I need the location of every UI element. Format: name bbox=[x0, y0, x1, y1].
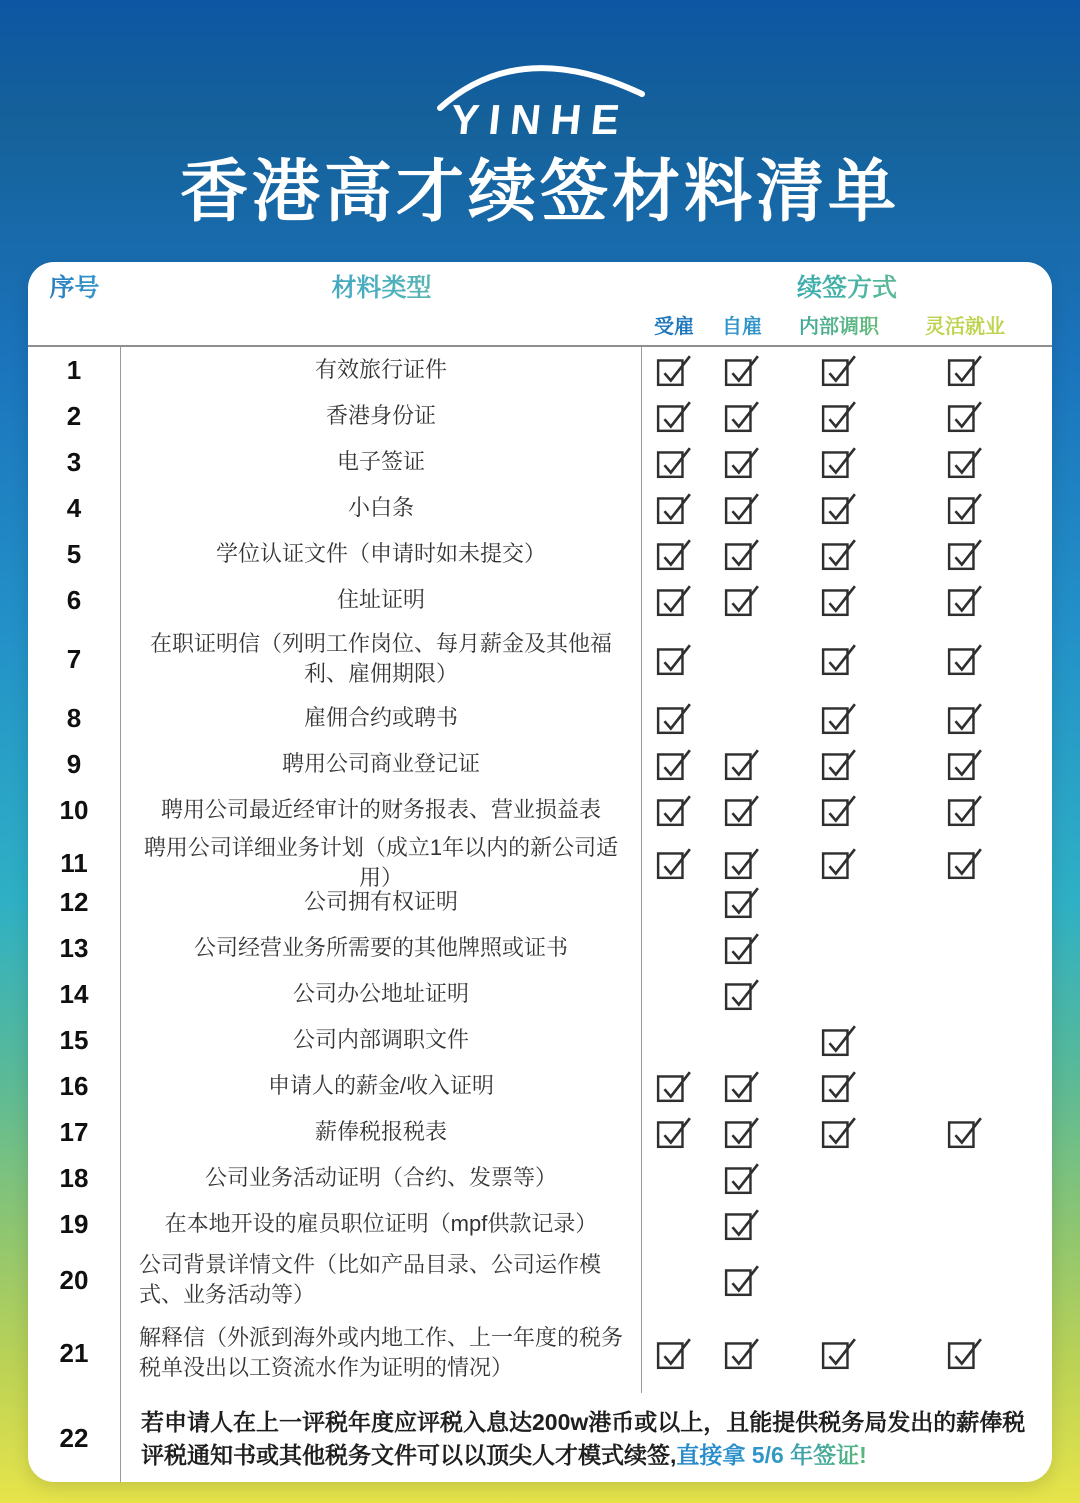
row-number: 5 bbox=[28, 531, 121, 577]
check-cell-flexible-employment bbox=[900, 1247, 1052, 1313]
check-cell-self-employed bbox=[706, 577, 778, 623]
checkmark-icon bbox=[724, 1069, 760, 1103]
check-cell-employed bbox=[642, 787, 706, 833]
check-cell-employed bbox=[642, 1109, 706, 1155]
logo bbox=[0, 0, 1080, 144]
check-cell-flexible-employment bbox=[900, 695, 1052, 741]
checkmark-icon bbox=[821, 1023, 857, 1057]
checkmark-icon bbox=[724, 931, 760, 965]
logo-text: YINHE bbox=[448, 96, 632, 143]
check-cell-flexible-employment bbox=[900, 577, 1052, 623]
check-cell-internal-transfer bbox=[778, 623, 900, 695]
table-row bbox=[28, 833, 1052, 890]
note-text bbox=[121, 1393, 1052, 1482]
checkmark-icon bbox=[656, 846, 692, 880]
row-number: 16 bbox=[28, 1063, 121, 1109]
checkmark-icon bbox=[656, 1069, 692, 1103]
checkmark-icon bbox=[821, 701, 857, 735]
check-cell-flexible-employment bbox=[900, 1313, 1052, 1393]
check-cell-employed bbox=[642, 393, 706, 439]
row-number: 10 bbox=[28, 787, 121, 833]
check-cell-internal-transfer bbox=[778, 393, 900, 439]
check-cell-flexible-employment bbox=[900, 925, 1052, 971]
check-cell-employed bbox=[642, 577, 706, 623]
checkmark-icon bbox=[656, 747, 692, 781]
check-cell-flexible-employment bbox=[900, 879, 1052, 925]
check-cell-flexible-employment bbox=[900, 531, 1052, 577]
row-number: 3 bbox=[28, 439, 121, 485]
checkmark-icon bbox=[821, 1336, 857, 1370]
check-cell-flexible-employment bbox=[900, 787, 1052, 833]
row-number: 15 bbox=[28, 1017, 121, 1063]
check-cell-internal-transfer bbox=[778, 1017, 900, 1063]
checkmark-icon bbox=[656, 701, 692, 735]
table-row bbox=[28, 531, 1052, 577]
checkmark-icon bbox=[724, 1115, 760, 1149]
material-label: 电子签证 bbox=[121, 439, 642, 485]
material-label: 公司业务活动证明（合约、发票等） bbox=[121, 1155, 642, 1201]
check-cell-self-employed bbox=[706, 485, 778, 531]
check-cell-employed bbox=[642, 925, 706, 971]
material-label: 在本地开设的雇员职位证明（mpf供款记录） bbox=[121, 1201, 642, 1247]
table-row bbox=[28, 1201, 1052, 1247]
material-label: 在职证明信（列明工作岗位、每月薪金及其他福利、雇佣期限） bbox=[121, 623, 642, 695]
checkmark-icon bbox=[724, 583, 760, 617]
checkmark-icon bbox=[947, 1336, 983, 1370]
check-cell-flexible-employment bbox=[900, 1155, 1052, 1201]
check-cell-employed bbox=[642, 1247, 706, 1313]
material-label: 薪俸税报税表 bbox=[121, 1109, 642, 1155]
check-cell-internal-transfer bbox=[778, 1109, 900, 1155]
checkmark-icon bbox=[947, 399, 983, 433]
method-header-flexible-employment: 灵活就业 bbox=[925, 316, 1005, 338]
checkmark-icon bbox=[821, 642, 857, 676]
check-cell-flexible-employment bbox=[900, 1109, 1052, 1155]
table-row bbox=[28, 1313, 1052, 1393]
check-cell-flexible-employment bbox=[900, 623, 1052, 695]
check-cell-internal-transfer bbox=[778, 1063, 900, 1109]
checkmark-icon bbox=[821, 1115, 857, 1149]
checkmark-icon bbox=[947, 701, 983, 735]
check-cell-employed bbox=[642, 1201, 706, 1247]
checkmark-icon bbox=[656, 583, 692, 617]
table-row bbox=[28, 485, 1052, 531]
check-cell-internal-transfer bbox=[778, 439, 900, 485]
checkmark-icon bbox=[947, 583, 983, 617]
checkmark-icon bbox=[656, 537, 692, 571]
checkmark-icon bbox=[947, 846, 983, 880]
check-cell-flexible-employment bbox=[900, 1201, 1052, 1247]
checkmark-icon bbox=[724, 353, 760, 387]
checkmark-icon bbox=[821, 793, 857, 827]
checkmark-icon bbox=[947, 747, 983, 781]
check-cell-internal-transfer bbox=[778, 879, 900, 925]
material-label: 住址证明 bbox=[121, 577, 642, 623]
row-number: 7 bbox=[28, 623, 121, 695]
check-cell-self-employed bbox=[706, 971, 778, 1017]
check-cell-employed bbox=[642, 485, 706, 531]
check-cell-self-employed bbox=[706, 623, 778, 695]
checkmark-icon bbox=[724, 793, 760, 827]
checkmark-icon bbox=[724, 445, 760, 479]
row-number: 19 bbox=[28, 1201, 121, 1247]
check-cell-flexible-employment bbox=[900, 393, 1052, 439]
check-cell-internal-transfer bbox=[778, 1201, 900, 1247]
materials-table bbox=[28, 262, 1052, 1482]
check-cell-employed bbox=[642, 1063, 706, 1109]
table-row bbox=[28, 695, 1052, 741]
check-cell-internal-transfer bbox=[778, 925, 900, 971]
check-cell-employed bbox=[642, 741, 706, 787]
check-cell-self-employed bbox=[706, 787, 778, 833]
check-cell-self-employed bbox=[706, 1017, 778, 1063]
check-cell-internal-transfer bbox=[778, 1313, 900, 1393]
check-cell-self-employed bbox=[706, 393, 778, 439]
table-row bbox=[28, 741, 1052, 787]
checkmark-icon bbox=[947, 642, 983, 676]
check-cell-internal-transfer bbox=[778, 787, 900, 833]
material-label: 解释信（外派到海外或内地工作、上一年度的税务税单没出以工资流水作为证明的情况） bbox=[121, 1313, 642, 1393]
check-cell-self-employed bbox=[706, 879, 778, 925]
material-label: 香港身份证 bbox=[121, 393, 642, 439]
row-number: 2 bbox=[28, 393, 121, 439]
check-cell-internal-transfer bbox=[778, 1155, 900, 1201]
row-number: 8 bbox=[28, 695, 121, 741]
material-label: 公司内部调职文件 bbox=[121, 1017, 642, 1063]
checkmark-icon bbox=[947, 1115, 983, 1149]
check-cell-internal-transfer bbox=[778, 741, 900, 787]
check-cell-employed bbox=[642, 695, 706, 741]
check-cell-flexible-employment bbox=[900, 1017, 1052, 1063]
row-number: 14 bbox=[28, 971, 121, 1017]
check-cell-self-employed bbox=[706, 531, 778, 577]
material-label: 小白条 bbox=[121, 485, 642, 531]
material-label: 聘用公司详细业务计划（成立1年以内的新公司适用） bbox=[121, 833, 642, 893]
check-cell-flexible-employment bbox=[900, 971, 1052, 1017]
material-label: 公司背景详情文件（比如产品目录、公司运作模式、业务活动等） bbox=[121, 1247, 642, 1313]
check-cell-flexible-employment bbox=[900, 485, 1052, 531]
checkmark-icon bbox=[821, 491, 857, 525]
check-cell-self-employed bbox=[706, 1063, 778, 1109]
row-number: 1 bbox=[28, 347, 121, 393]
check-cell-self-employed bbox=[706, 925, 778, 971]
checkmark-icon bbox=[821, 399, 857, 433]
table-row bbox=[28, 1109, 1052, 1155]
column-header-type: 材料类型 bbox=[121, 268, 642, 304]
material-label: 聘用公司商业登记证 bbox=[121, 741, 642, 787]
checkmark-icon bbox=[724, 885, 760, 919]
checkmark-icon bbox=[656, 793, 692, 827]
check-cell-internal-transfer bbox=[778, 971, 900, 1017]
checkmark-icon bbox=[724, 537, 760, 571]
check-cell-self-employed bbox=[706, 1247, 778, 1313]
material-label: 有效旅行证件 bbox=[121, 347, 642, 393]
table-row bbox=[28, 1155, 1052, 1201]
check-cell-self-employed bbox=[706, 1201, 778, 1247]
checkmark-icon bbox=[724, 491, 760, 525]
table-row bbox=[28, 1063, 1052, 1109]
check-cell-employed bbox=[642, 879, 706, 925]
row-number: 13 bbox=[28, 925, 121, 971]
checkmark-icon bbox=[821, 1069, 857, 1103]
checkmark-icon bbox=[947, 793, 983, 827]
check-cell-self-employed bbox=[706, 1109, 778, 1155]
checkmark-icon bbox=[947, 537, 983, 571]
table-body bbox=[28, 347, 1052, 1482]
check-cell-internal-transfer bbox=[778, 695, 900, 741]
check-cell-internal-transfer bbox=[778, 485, 900, 531]
checkmark-icon bbox=[821, 846, 857, 880]
checkmark-icon bbox=[821, 583, 857, 617]
table-row bbox=[28, 879, 1052, 925]
row-number: 11 bbox=[28, 833, 121, 893]
table-row bbox=[28, 787, 1052, 833]
row-number: 18 bbox=[28, 1155, 121, 1201]
check-cell-internal-transfer bbox=[778, 347, 900, 393]
row-number: 4 bbox=[28, 485, 121, 531]
checkmark-icon bbox=[656, 399, 692, 433]
checkmark-icon bbox=[724, 747, 760, 781]
checkmark-icon bbox=[656, 353, 692, 387]
check-cell-self-employed bbox=[706, 695, 778, 741]
checkmark-icon bbox=[724, 1161, 760, 1195]
material-label: 申请人的薪金/收入证明 bbox=[121, 1063, 642, 1109]
check-cell-self-employed bbox=[706, 1155, 778, 1201]
checkmark-icon bbox=[656, 1115, 692, 1149]
check-cell-internal-transfer bbox=[778, 577, 900, 623]
check-cell-self-employed bbox=[706, 439, 778, 485]
checkmark-icon bbox=[656, 491, 692, 525]
checkmark-icon bbox=[656, 1336, 692, 1370]
checkmark-icon bbox=[656, 642, 692, 676]
column-header-method: 续签方式 bbox=[642, 268, 1052, 304]
table-row bbox=[28, 925, 1052, 971]
check-cell-employed bbox=[642, 1155, 706, 1201]
row-number: 12 bbox=[28, 879, 121, 925]
table-row bbox=[28, 1247, 1052, 1313]
row-number: 20 bbox=[28, 1247, 121, 1313]
page-title: 香港高才续签材料清单 bbox=[179, 154, 900, 230]
checkmark-icon bbox=[947, 491, 983, 525]
checkmark-icon bbox=[724, 399, 760, 433]
note-text-plain: 若申请人在上一评税年度应评税入息达200w港币或以上，且能提供税务局发出的薪俸税评税通知书或其他税务文件可以以顶尖人才模式续签, bbox=[141, 1408, 1026, 1468]
checkmark-icon bbox=[821, 353, 857, 387]
check-cell-self-employed bbox=[706, 741, 778, 787]
row-number: 6 bbox=[28, 577, 121, 623]
table-row bbox=[28, 577, 1052, 623]
row-number: 17 bbox=[28, 1109, 121, 1155]
note-text-highlight: 直接拿 5/6 年签证! bbox=[676, 1441, 867, 1468]
table-row bbox=[28, 1017, 1052, 1063]
checkmark-icon bbox=[821, 747, 857, 781]
checkmark-icon bbox=[724, 977, 760, 1011]
row-number: 9 bbox=[28, 741, 121, 787]
checkmark-icon bbox=[821, 537, 857, 571]
table-header bbox=[28, 262, 1052, 347]
check-cell-employed bbox=[642, 971, 706, 1017]
column-header-no: 序号 bbox=[28, 268, 121, 304]
method-header-self-employed: 自雇 bbox=[722, 316, 762, 338]
check-cell-internal-transfer bbox=[778, 1247, 900, 1313]
check-cell-employed bbox=[642, 1313, 706, 1393]
material-label: 雇佣合约或聘书 bbox=[121, 695, 642, 741]
check-cell-employed bbox=[642, 531, 706, 577]
checkmark-icon bbox=[656, 445, 692, 479]
row-number: 21 bbox=[28, 1313, 121, 1393]
check-cell-self-employed bbox=[706, 347, 778, 393]
check-cell-flexible-employment bbox=[900, 439, 1052, 485]
checkmark-icon bbox=[947, 353, 983, 387]
table-row bbox=[28, 439, 1052, 485]
method-header-employed: 受雇 bbox=[654, 316, 694, 338]
table-row-note bbox=[28, 1393, 1052, 1482]
check-cell-employed bbox=[642, 439, 706, 485]
checkmark-icon bbox=[821, 445, 857, 479]
checkmark-icon bbox=[724, 846, 760, 880]
material-label: 学位认证文件（申请时如未提交） bbox=[121, 531, 642, 577]
check-cell-flexible-employment bbox=[900, 1063, 1052, 1109]
material-label: 公司拥有权证明 bbox=[121, 879, 642, 925]
table-row bbox=[28, 623, 1052, 695]
check-cell-self-employed bbox=[706, 1313, 778, 1393]
check-cell-flexible-employment bbox=[900, 741, 1052, 787]
checkmark-icon bbox=[724, 1207, 760, 1241]
check-cell-employed bbox=[642, 347, 706, 393]
table-row bbox=[28, 347, 1052, 393]
check-cell-employed bbox=[642, 623, 706, 695]
material-label: 聘用公司最近经审计的财务报表、营业损益表 bbox=[121, 787, 642, 833]
material-label: 公司办公地址证明 bbox=[121, 971, 642, 1017]
table-row bbox=[28, 393, 1052, 439]
check-cell-employed bbox=[642, 1017, 706, 1063]
method-header-internal-transfer: 内部调职 bbox=[778, 310, 900, 339]
material-label: 公司经营业务所需要的其他牌照或证书 bbox=[121, 925, 642, 971]
checkmark-icon bbox=[724, 1263, 760, 1297]
check-cell-flexible-employment bbox=[900, 347, 1052, 393]
check-cell-internal-transfer bbox=[778, 531, 900, 577]
table-row bbox=[28, 971, 1052, 1017]
checkmark-icon bbox=[724, 1336, 760, 1370]
checkmark-icon bbox=[947, 445, 983, 479]
row-number: 22 bbox=[28, 1393, 121, 1482]
